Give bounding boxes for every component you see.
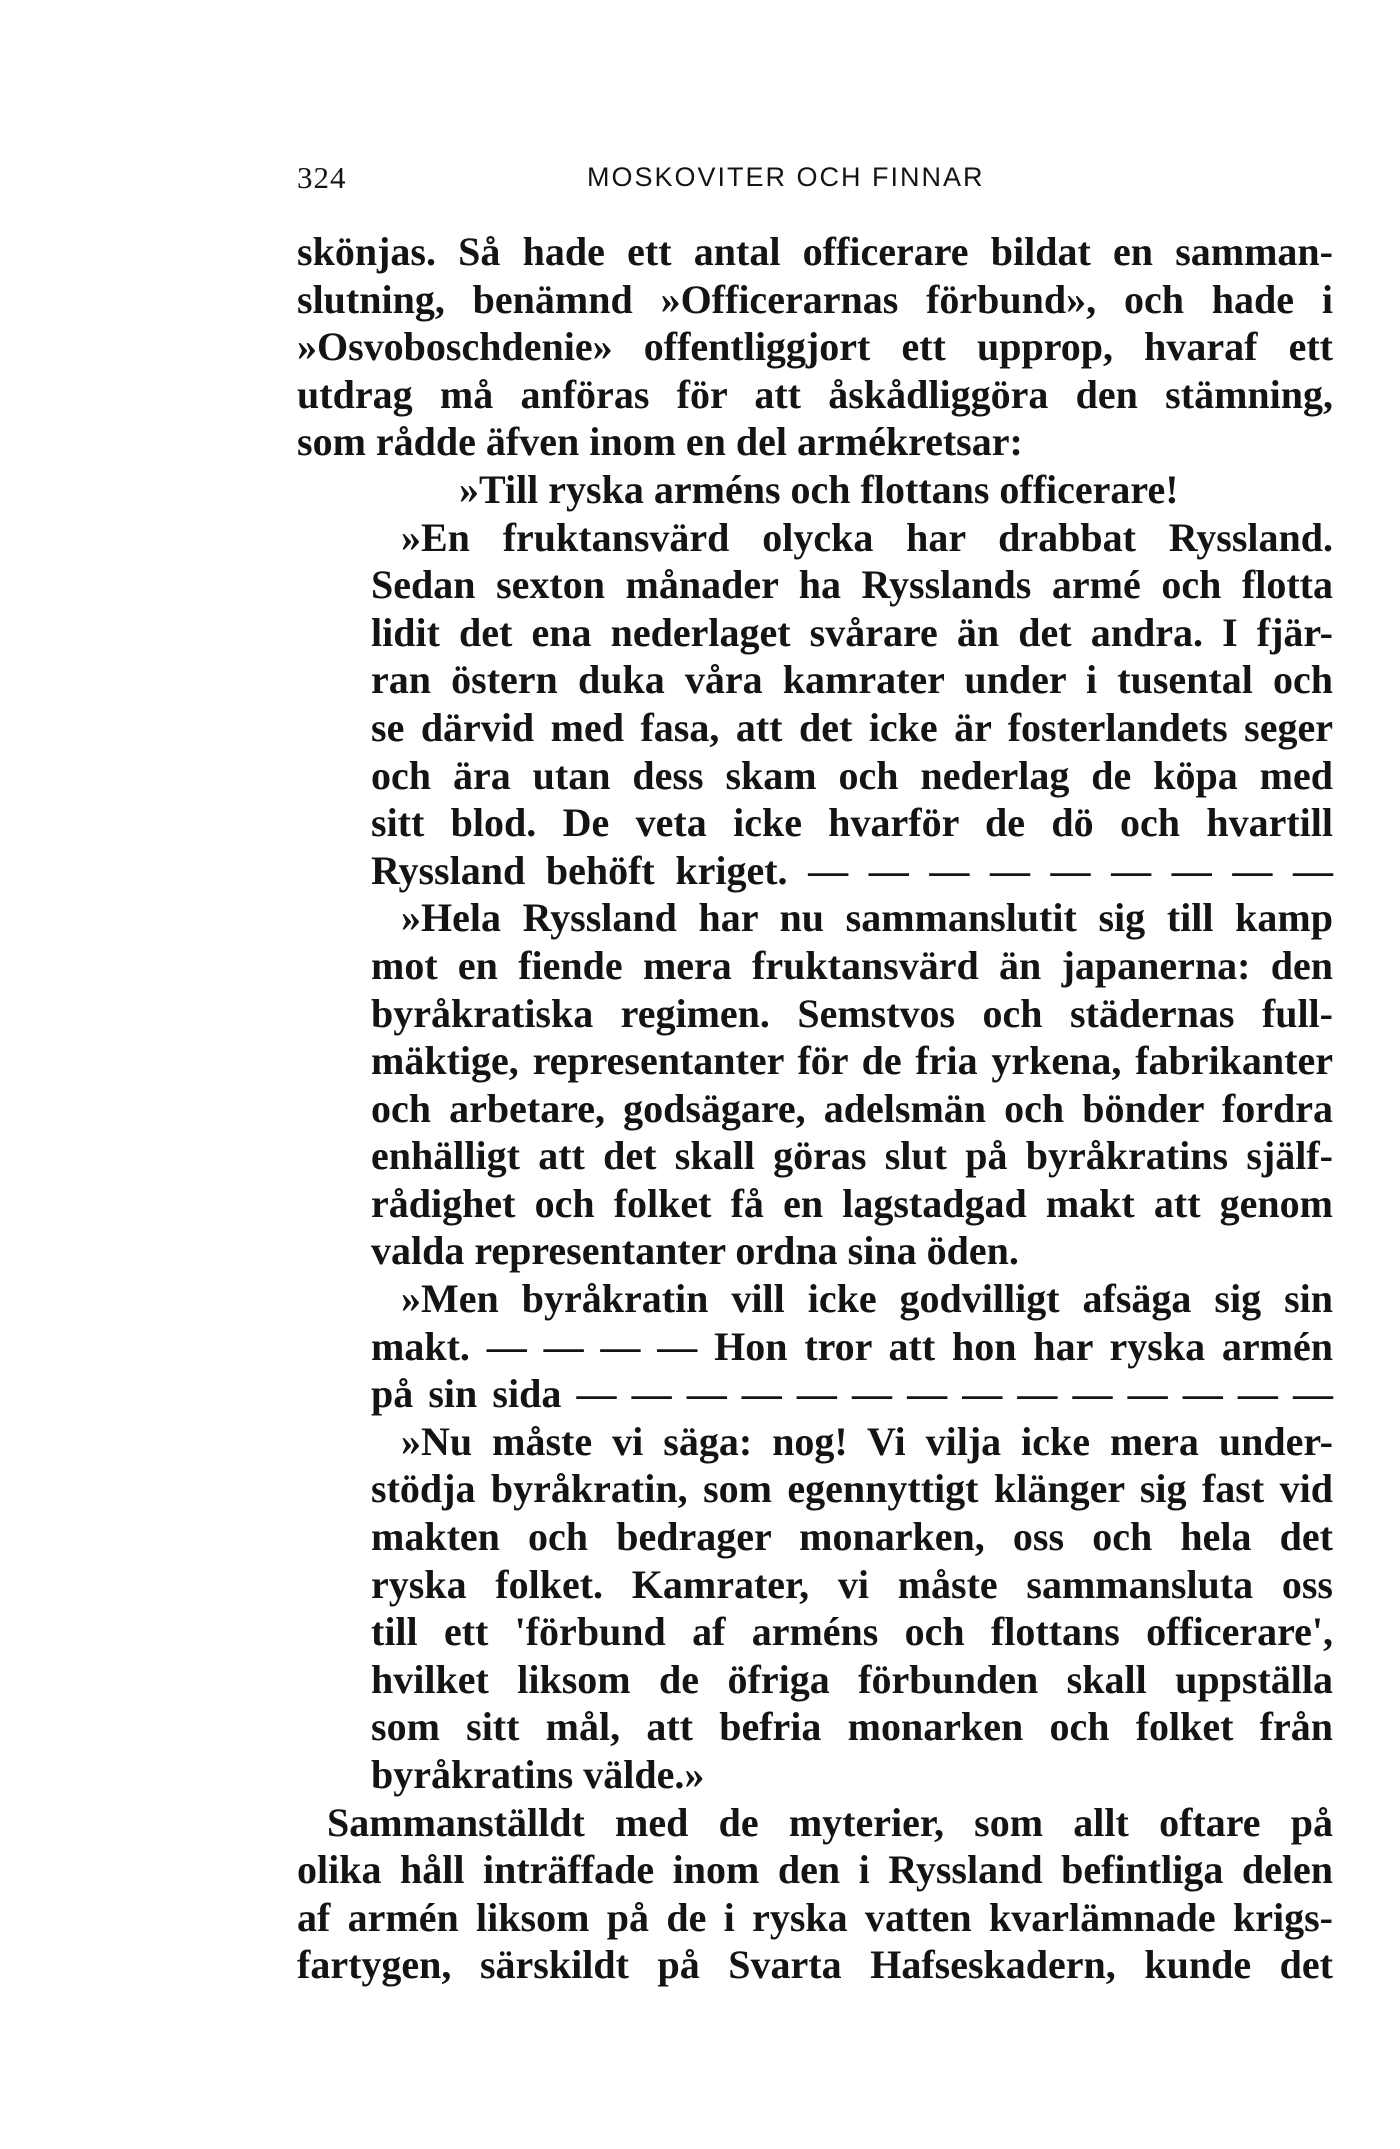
text-line: »Osvoboschdenie» offentliggjort ett upprop, hvaraf ett <box>297 324 1333 370</box>
quote-line: sitt blod. De veta icke hvarför de dö och hvartill <box>371 800 1333 846</box>
quote-line: ran östern duka våra kamrater under i tusental och <box>371 657 1333 703</box>
body-text <box>297 228 1333 1989</box>
quote-line: på sin sida — — — — — — — — — — — — — — <box>371 1371 1333 1417</box>
text-line: som rådde äfven inom en del armékretsar: <box>297 419 1023 465</box>
text-line: Sammanställdt med de myterier, som allt oftare på <box>327 1799 1333 1845</box>
quote-line: lidit det ena nederlaget svårare än det andra. I fjär- <box>371 609 1333 655</box>
quote-line: som sitt mål, att befria monarken och folket från <box>371 1704 1333 1750</box>
running-title: MOSKOVITER OCH FINNAR <box>587 162 985 192</box>
quote-line: byråkratiska regimen. Semstvos och städernas full- <box>371 990 1333 1036</box>
running-head <box>297 160 1333 200</box>
text-line: olika håll inträffade inom den i Ryssland befintliga delen <box>297 1847 1333 1893</box>
text-line: af armén liksom på de i ryska vatten kvarlämnade krigs- <box>297 1894 1333 1940</box>
quote-line: valda representanter ordna sina öden. <box>371 1228 1019 1274</box>
quote-line: rådighet och folket få en lagstadgad makt att genom <box>371 1180 1333 1226</box>
quote-line: stödja byråkratin, som egennyttigt klänger sig fast vid <box>371 1466 1333 1512</box>
quote-line: Ryssland behöft kriget. — — — — — — — — — <box>371 847 1333 893</box>
quote-line: och arbetare, godsägare, adelsmän och bönder fordra <box>371 1085 1333 1131</box>
quote-line: mot en fiende mera fruktansvärd än japanerna: den <box>371 942 1333 988</box>
quote-line: hvilket liksom de öfriga förbunden skall uppställa <box>371 1656 1333 1702</box>
quote-line: makt. — — — — Hon tror att hon har ryska armén <box>371 1323 1333 1369</box>
quote-line: »Hela Ryssland har nu sammanslutit sig till kamp <box>401 895 1333 941</box>
text-line: fartygen, särskildt på Svarta Hafseskadern, kunde det <box>297 1942 1333 1988</box>
quote-line: och ära utan dess skam och nederlag de köpa med <box>371 752 1333 798</box>
quote-line: »Men byråkratin vill icke godvilligt afsäga sig sin <box>401 1276 1333 1322</box>
page-number: 324 <box>297 160 347 195</box>
quote-line: Sedan sexton månader ha Rysslands armé och flotta <box>371 562 1333 608</box>
text-line: utdrag må anföras för att åskådliggöra den stämning, <box>297 371 1333 417</box>
text-line: skönjas. Så hade ett antal officerare bildat en samman- <box>297 229 1333 274</box>
quote-line: se därvid med fasa, att det icke är fosterlandets seger <box>371 704 1333 750</box>
quote-line: ryska folket. Kamrater, vi måste sammansluta oss <box>371 1561 1333 1607</box>
text-line: slutning, benämnd »Officerarnas förbund», och hade i <box>297 276 1333 322</box>
quote-line: enhälligt att det skall göras slut på byråkratins själf- <box>371 1133 1333 1179</box>
quote-line: »En fruktansvärd olycka har drabbat Ryssland. <box>401 514 1333 560</box>
quote-line: till ett 'förbund af arméns och flottans officerare', <box>371 1609 1333 1655</box>
quote-line: mäktige, representanter för de fria yrkena, fabrikanter <box>371 1038 1333 1084</box>
quoted-proclamation <box>371 466 1333 1799</box>
quote-line: »Nu måste vi säga: nog! Vi vilja icke mera under- <box>401 1418 1333 1464</box>
quote-line: makten och bedrager monarken, oss och hela det <box>371 1514 1333 1560</box>
quote-line: »Till ryska arméns och flottans officerare! <box>459 466 1179 512</box>
quote-line: byråkratins välde.» <box>371 1752 705 1797</box>
